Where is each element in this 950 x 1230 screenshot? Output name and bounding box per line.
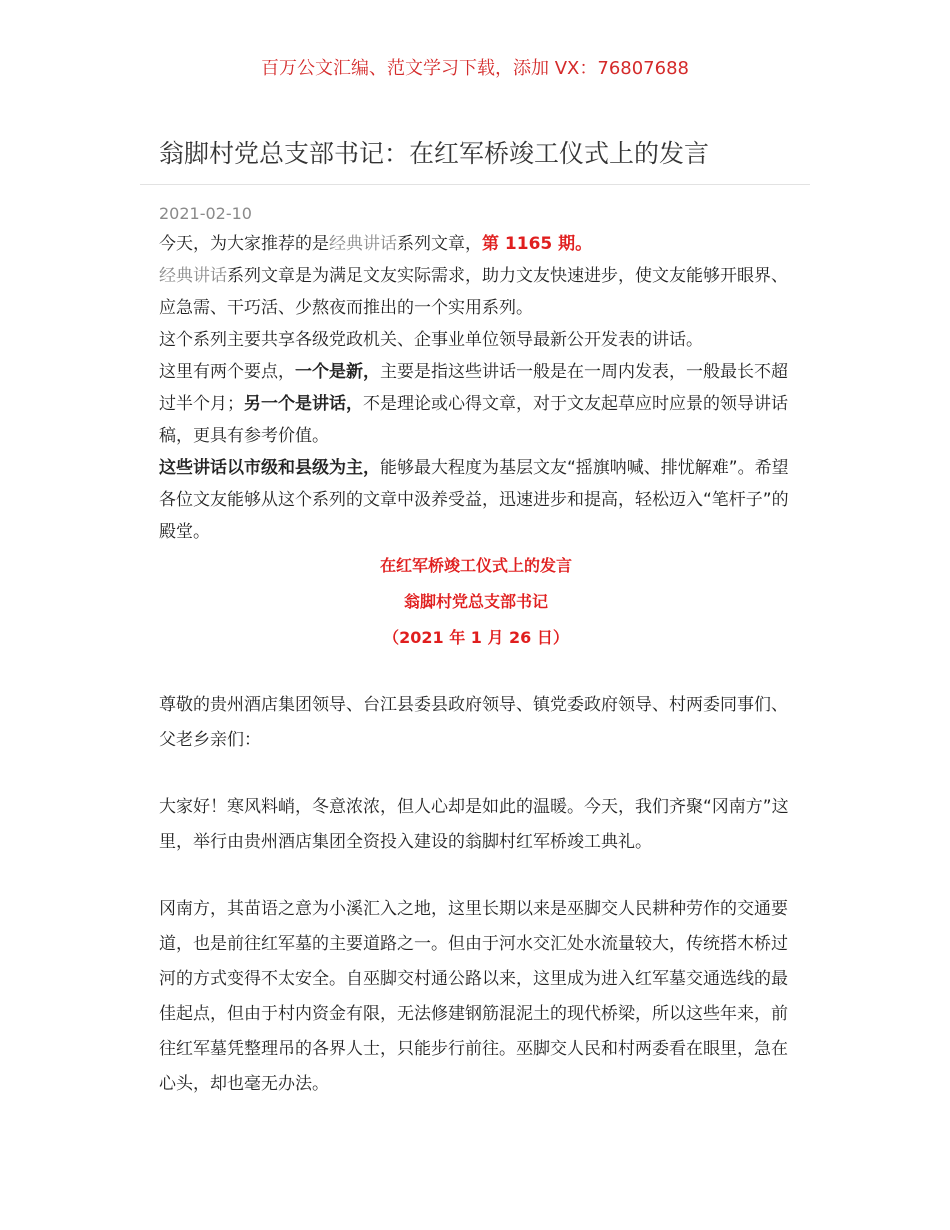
speech-date: （2021 年 1 月 26 日） [383, 628, 569, 647]
intro-paragraph-3: 这个系列主要共享各级党政机关、企事业单位领导最新公开发表的讲话。 [159, 330, 703, 350]
intro-text: 主要是指这些讲话一般是在一周内发表，一般最长不超过半个月； [159, 362, 788, 414]
article-title: 翁脚村党总支部书记：在红军桥竣工仪式上的发言 [159, 139, 710, 168]
intro-text: 能够最大程度为基层文友“摇旗呐喊、排忧解难”。希望各位文友能够从这个系列的文章中汲养受益，迅速进步和提高，轻松迈入“笔杆子”的殿堂。 [159, 458, 789, 542]
speech-body [159, 656, 793, 1102]
speech-paragraph-1: 大家好！寒风料峭，冬意浓浓，但人心却是如此的温暖。今天，我们齐聚“冈南方”这里，举行由贵州酒店集团全资投入建设的翁脚村红军桥竣工典礼。 [159, 797, 789, 852]
intro-text: 系列文章， [397, 234, 482, 254]
series-name: 经典讲话 [329, 234, 397, 254]
intro-paragraph-5 [159, 452, 793, 548]
intro-text: 这里有两个要点， [159, 362, 295, 382]
bold-point: 一个是新， [295, 362, 380, 382]
series-name: 经典讲话 [159, 266, 227, 286]
article-body [159, 200, 793, 1102]
intro-paragraph-1 [159, 228, 793, 260]
title-divider [140, 184, 810, 185]
issue-number: 第 1165 期。 [482, 234, 593, 254]
bold-point: 另一个是讲话， [244, 394, 363, 414]
promo-banner: 百万公文汇编、范文学习下载，添加 VX：76807688 [261, 58, 689, 79]
intro-text: 今天，为大家推荐的是 [159, 234, 329, 254]
publish-date: 2021-02-10 [159, 204, 252, 223]
intro-paragraph-4 [159, 356, 793, 452]
speech-heading: 在红军桥竣工仪式上的发言 [379, 556, 572, 575]
intro-text: 不是理论或心得文章，对于文友起草应时应景的领导讲话稿，更具有参考价值。 [159, 394, 788, 446]
speech-paragraph-2: 冈南方，其苗语之意为小溪汇入之地，这里长期以来是巫脚交人民耕种劳作的交通要道，也是前往红军墓的主要道路之一。但由于河水交汇处水流量较大，传统搭木桥过河的方式变得不太安全。自巫脚交村通公路以来，这里成为进入红军墓交通选线的最佳起点，但由于村内资金有限，无法修建钢筋混泥土的现代桥梁，所以这些年来，前往红军墓凭整理吊的各界人士，只能步行前往。巫脚交人民和村两委看在眼里，急在心头，却也毫无办法。 [159, 899, 788, 1094]
speech-speaker: 翁脚村党总支部书记 [403, 592, 548, 611]
bold-point: 这些讲话以市级和县级为主， [159, 458, 380, 478]
speech-salutation: 尊敬的贵州酒店集团领导、台江县委县政府领导、镇党委政府领导、村两委同事们、父老乡亲们： [159, 695, 788, 750]
intro-paragraph-2 [159, 260, 793, 324]
intro-text: 系列文章是为满足文友实际需求，助力文友快速进步，使文友能够开眼界、应急需、干巧活、少熬夜而推出的一个实用系列。 [159, 266, 788, 318]
